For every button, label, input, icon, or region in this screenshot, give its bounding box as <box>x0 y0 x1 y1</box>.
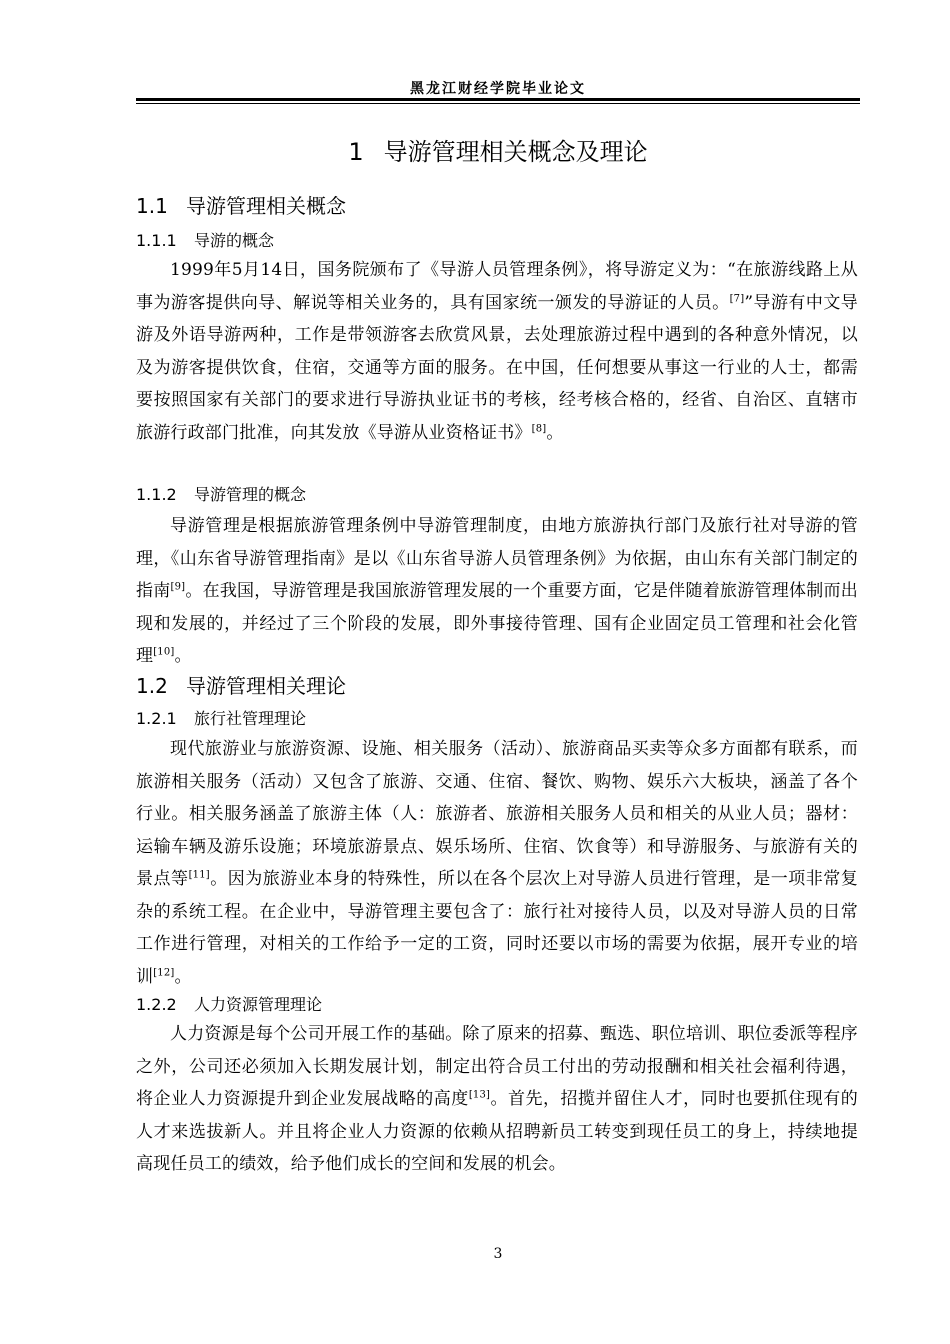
subsection-heading-1-1-1 <box>136 228 274 251</box>
subsection-title: 导游的概念 <box>194 231 275 250</box>
citation: [7] <box>729 292 745 304</box>
section-heading-1-1 <box>136 190 346 219</box>
subsection-title: 人力资源管理理论 <box>194 995 323 1014</box>
paragraph-1-1-1: 1999年5月14日，国务院颁布了《导游人员管理条例》，将导游定义为：“在旅游线路上从事为游客提供向导、解说等相关业务的，具有国家统一颁发的导游证的人员。[7]”导游有中文导游及外语导游两种，工作是带领游客去欣赏风景，去处理旅游过程中遇到的各种意外情况，以及为游客提供饮食，住宿，交通等方面的服务。在中国，任何想要从事这一行业的人士，都需要按照国家有关部门的要求进行导游执业证书的考核，经考核合格的，经省、自治区、直辖市旅游行政部门批准，向其发放《导游从业资格证书》[8]。 <box>136 260 858 443</box>
section-title: 导游管理相关概念 <box>186 194 346 218</box>
section-number: 1.1 <box>136 194 168 218</box>
subsection-number: 1.1.1 <box>136 231 177 250</box>
subsection-number: 1.1.2 <box>136 485 177 504</box>
citation: [11] <box>188 869 210 881</box>
subsection-heading-1-2-2 <box>136 992 322 1015</box>
paragraph-1-2-2: 人力资源是每个公司开展工作的基础。除了原来的招募、甄选、职位培训、职位委派等程序之外，公司还必须加入长期发展计划，制定出符合员工付出的劳动报酬和相关社会福利待遇，将企业人力资源提升到企业发展战略的高度[13]。首先，招揽并留住人才，同时也要抓住现有的人才来选拔新人。并且将企业人力资源的依赖从招聘新员工转变到现任员工的身上，持续地提高现任员工的绩效，给予他们成长的空间和发展的机会。 <box>136 1024 858 1174</box>
paragraph-1-2-1: 现代旅游业与旅游资源、设施、相关服务（活动）、旅游商品买卖等众多方面都有联系，而旅游相关服务（活动）又包含了旅游、交通、住宿、餐饮、购物、娱乐六大板块，涵盖了各个行业。相关服务涵盖了旅游主体（人：旅游者、旅游相关服务人员和相关的从业人员；器材：运输车辆及游乐设施；环境旅游景点、娱乐场所、住宿、饮食等）和导游服务、与旅游有关的景点等[11]。因为旅游业本身的特殊性，所以在各个层次上对导游人员进行管理，是一项非常复杂的系统工程。在企业中，导游管理主要包含了：旅行社对接待人员，以及对导游人员的日常工作进行管理，对相关的工作给予一定的工资，同时还要以市场的需要为依据，展开专业的培训[12]。 <box>136 739 858 987</box>
citation: [12] <box>153 966 175 978</box>
citation: [13] <box>468 1089 491 1101</box>
paragraph-1-1-2: 导游管理是根据旅游管理条例中导游管理制度，由地方旅游执行部门及旅行社对导游的管理，《山东省导游管理指南》是以《山东省导游人员管理条例》为依据，由山东有关部门制定的指南[9]。在我国，导游管理是我国旅游管理发展的一个重要方面，它是伴随着旅游管理体制而出现和发展的，并经过了三个阶段的发展，即外事接待管理、国有企业固定员工管理和社会化管理[10]。 <box>136 516 858 666</box>
section-heading-1-2 <box>136 670 346 699</box>
subsection-heading-1-2-1 <box>136 706 306 729</box>
subsection-heading-1-1-2 <box>136 482 306 505</box>
citation: [10] <box>153 646 175 658</box>
subsection-number: 1.2.1 <box>136 709 177 728</box>
section-title: 导游管理相关理论 <box>186 674 346 698</box>
citation: [8] <box>531 422 547 434</box>
subsection-title: 导游管理的概念 <box>194 485 307 504</box>
subsection-title: 旅行社管理理论 <box>194 709 307 728</box>
section-number: 1.2 <box>136 674 168 698</box>
chapter-title <box>136 132 860 167</box>
chapter-number: 1 <box>348 138 364 166</box>
chapter-title-text: 导游管理相关概念及理论 <box>383 138 648 166</box>
page-number: 3 <box>493 1246 503 1262</box>
running-header: 黑龙江财经学院毕业论文 <box>410 81 586 97</box>
citation: [9] <box>170 581 186 593</box>
header-rule <box>136 98 860 104</box>
subsection-number: 1.2.2 <box>136 995 177 1014</box>
